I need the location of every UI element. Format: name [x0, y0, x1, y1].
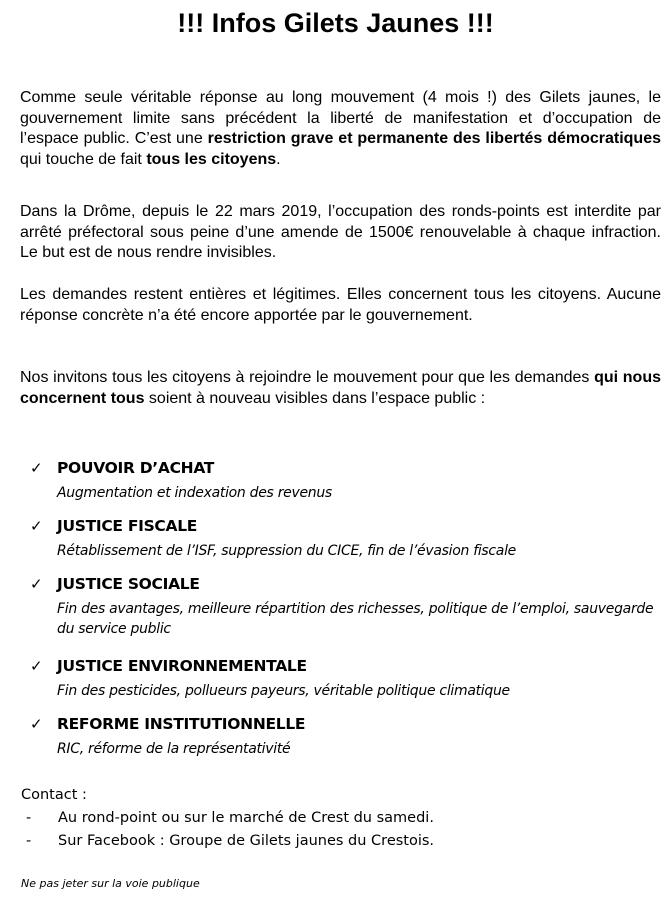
invitation-bold: qui nous concernent tous	[20, 369, 662, 407]
demand-description: Fin des pesticides, pollueurs payeurs, véritable politique climatique	[57, 683, 510, 699]
intro-text-1: Comme seule véritable réponse au long mouvement (4 mois !) des Gilets jaunes, le gouvernement limite sans précédent la liberté de manifestation et d’occupation de l’espace public. C’est une	[20, 89, 661, 147]
contact-text: Sur Facebook : Groupe de Gilets jaunes du Crestois.	[58, 833, 435, 849]
demand-description: Augmentation et indexation des revenus	[57, 485, 332, 501]
demand-title: JUSTICE FISCALE	[57, 517, 198, 535]
drome-paragraph: Dans la Drôme, depuis le 22 mars 2019, l’occupation des ronds-points est interdite par arrêté préfectoral sous peine d’une amende de 1500€ renouvelable à chaque infraction. Le but est de nous rendre invisibles.	[20, 203, 661, 261]
contact-text: Au rond-point ou sur le marché de Crest du samedi.	[58, 810, 434, 826]
intro-text-3: .	[276, 150, 281, 168]
invitation-text-2: soient à nouveau visibles dans l’espace public :	[144, 389, 486, 407]
intro-bold-1: restriction grave et permanente des libertés démocratiques	[207, 130, 662, 147]
dash-bullet: -	[26, 833, 32, 849]
checkmark-icon: ✓	[30, 459, 43, 477]
contact-label: Contact :	[21, 787, 87, 803]
demand-title: POUVOIR D’ACHAT	[57, 459, 215, 477]
checkmark-icon: ✓	[30, 517, 43, 535]
demand-description: RIC, réforme de la représentativité	[57, 741, 291, 757]
demands-paragraph: Les demandes restent entières et légitimes. Elles concernent tous les citoyens. Aucune réponse concrète n’a été encore apportée par le gouvernement.	[20, 286, 661, 324]
invitation-paragraph	[20, 368, 661, 409]
dash-bullet: -	[26, 810, 32, 826]
invitation-text-1: Nos invitons tous les citoyens à rejoindre le mouvement pour que les demandes	[20, 369, 595, 386]
demand-title: JUSTICE SOCIALE	[57, 575, 200, 593]
demand-description: Fin des avantages, meilleure répartition des richesses, politique de l’emploi, sauvegarde du service public	[57, 601, 654, 637]
demand-title: REFORME INSTITUTIONNELLE	[57, 715, 306, 733]
intro-text-2: qui touche de fait	[20, 150, 147, 168]
footer-note: Ne pas jeter sur la voie publique	[21, 877, 200, 890]
checkmark-icon: ✓	[30, 575, 43, 593]
demand-title: JUSTICE ENVIRONNEMENTALE	[57, 657, 307, 675]
checkmark-icon: ✓	[30, 715, 43, 733]
page-title: !!! Infos Gilets Jaunes !!!	[177, 8, 494, 38]
checkmark-icon: ✓	[30, 657, 43, 675]
intro-bold-2: tous les citoyens	[146, 150, 277, 168]
intro-paragraph	[20, 88, 661, 170]
demand-description: Rétablissement de l’ISF, suppression du CICE, fin de l’évasion fiscale	[57, 543, 516, 559]
